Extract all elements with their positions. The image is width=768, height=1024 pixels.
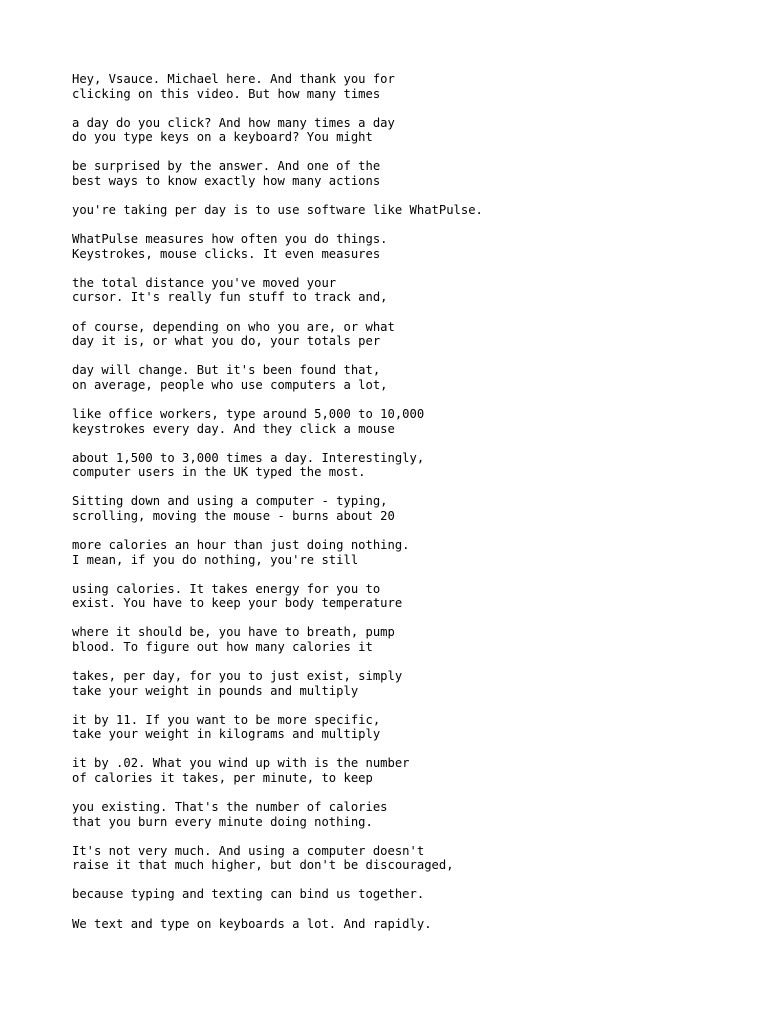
transcript-line: it by .02. What you wind up with is the number: [72, 756, 410, 771]
transcript-line: day it is, or what you do, your totals per: [72, 334, 381, 349]
transcript-line: be surprised by the answer. And one of the: [72, 159, 381, 174]
transcript-line: clicking on this video. But how many times: [72, 86, 381, 101]
transcript-paragraph: [72, 800, 732, 829]
transcript-paragraph: [72, 538, 732, 567]
transcript-paragraph: [72, 232, 732, 261]
transcript-paragraph: [72, 159, 732, 188]
transcript-line: cursor. It's really fun stuff to track and,: [72, 290, 388, 305]
transcript-line: I mean, if you do nothing, you're still: [72, 552, 359, 567]
transcript-line: of calories it takes, per minute, to keep: [72, 771, 373, 785]
transcript-line: like office workers, type around 5,000 to 10,000: [72, 406, 425, 421]
transcript-paragraph: [72, 494, 732, 523]
transcript-page: [72, 72, 732, 946]
transcript-line: day will change. But it's been found that,: [72, 363, 381, 378]
transcript-paragraph: [72, 582, 732, 611]
transcript-paragraph: [72, 363, 732, 392]
transcript-line: where it should be, you have to breath, pump: [72, 625, 395, 640]
transcript-paragraph: [72, 756, 732, 785]
transcript-line: you're taking per day is to use software like WhatPulse.: [72, 203, 483, 218]
transcript-line: that you burn every minute doing nothing.: [72, 814, 373, 829]
transcript-line: Hey, Vsauce. Michael here. And thank you for: [72, 72, 395, 86]
transcript-line: of course, depending on who you are, or what: [72, 319, 395, 334]
transcript-line: more calories an hour than just doing nothing.: [72, 537, 410, 552]
transcript-paragraph: [72, 320, 732, 349]
transcript-line: the total distance you've moved your: [72, 275, 337, 290]
transcript-line: exist. You have to keep your body temperature: [72, 596, 403, 611]
transcript-line: on average, people who use computers a lot,: [72, 377, 388, 392]
transcript-line: blood. To figure out how many calories it: [72, 639, 373, 654]
transcript-paragraph: [72, 72, 732, 101]
transcript-line: take your weight in kilograms and multiply: [72, 727, 381, 742]
transcript-line: take your weight in pounds and multiply: [72, 683, 359, 698]
transcript-paragraph: [72, 451, 732, 480]
transcript-paragraph: [72, 407, 732, 436]
transcript-line: keystrokes every day. And they click a mouse: [72, 421, 395, 436]
transcript-line: WhatPulse measures how often you do things.: [72, 232, 388, 247]
transcript-line: We text and type on keyboards a lot. And rapidly.: [72, 916, 432, 931]
transcript-line: it by 11. If you want to be more specific,: [72, 712, 381, 727]
transcript-line: computer users in the UK typed the most.: [72, 465, 366, 480]
transcript-line: Sitting down and using a computer - typing,: [72, 494, 388, 509]
transcript-paragraph: [72, 625, 732, 654]
transcript-line: about 1,500 to 3,000 times a day. Interestingly,: [72, 450, 425, 465]
transcript-line: using calories. It takes energy for you to: [72, 581, 381, 596]
transcript-line: raise it that much higher, but don't be discouraged,: [72, 858, 454, 873]
transcript-line: scrolling, moving the mouse - burns about 20: [72, 508, 395, 523]
transcript-line: you existing. That's the number of calories: [72, 800, 388, 815]
transcript-paragraph: [72, 887, 732, 902]
transcript-paragraph: [72, 844, 732, 873]
transcript-paragraph: [72, 917, 732, 932]
transcript-paragraph: [72, 713, 732, 742]
transcript-paragraph: [72, 669, 732, 698]
transcript-paragraph: [72, 276, 732, 305]
transcript-line: a day do you click? And how many times a day: [72, 115, 395, 130]
transcript-line: Keystrokes, mouse clicks. It even measures: [72, 246, 381, 261]
transcript-paragraph: [72, 116, 732, 145]
transcript-paragraph: [72, 203, 732, 218]
transcript-line: It's not very much. And using a computer doesn't: [72, 843, 425, 858]
transcript-line: best ways to know exactly how many actions: [72, 173, 381, 188]
transcript-line: takes, per day, for you to just exist, simply: [72, 669, 403, 684]
transcript-line: because typing and texting can bind us together.: [72, 887, 425, 902]
transcript-line: do you type keys on a keyboard? You might: [72, 130, 373, 145]
